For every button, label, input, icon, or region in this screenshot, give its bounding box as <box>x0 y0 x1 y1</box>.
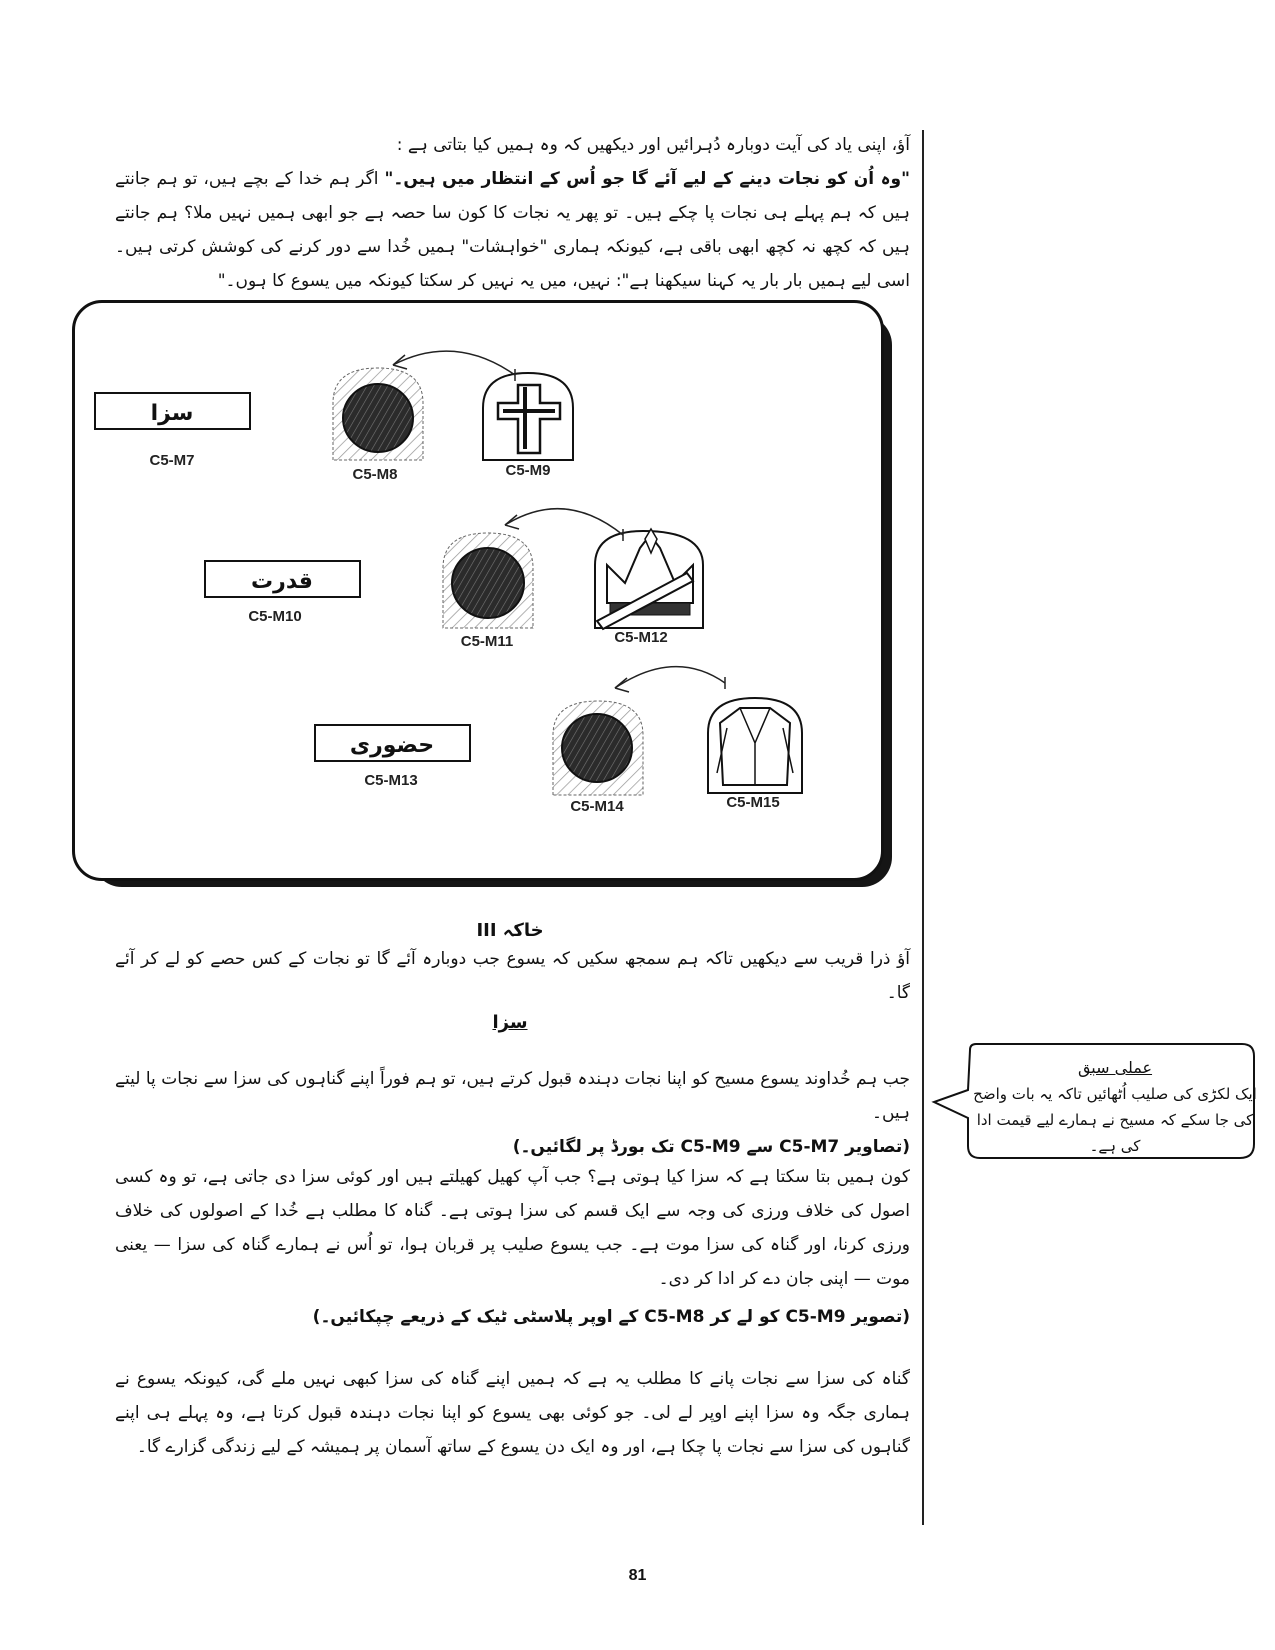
paragraph-punishment: کون ہمیں بتا سکتا ہے کہ سزا کیا ہوتی ہے؟ جب آپ کھیل کھیلتے ہیں اور کوئی سزا دی جاتی ہے، تو وہ کسی اصول کی خلاف ورزی کی وجہ سے ایک قسم کی سزا ہوتی ہے۔ گناہ کا مطلب ہے خُدا کے اصولوں کی خلاف ورزی کرنا، اور گناہ کی سزا موت ہے۔ جب یسوع صلیب پر قربان ہوا، تو اُس نے ہمارے گناہ کی سزا — یعنی موت — اپنی جان دے کر ادا کر دی۔ <box>115 1167 910 1289</box>
label-box-text: قدرت <box>251 569 313 594</box>
picture-code: C5-M8 <box>352 466 398 483</box>
intro-body: اگر ہم خدا کے بچے ہیں، تو ہم جانتے ہیں کہ ہم پہلے ہی نجات پا چکے ہیں۔ تو پھر یہ نجات کا کون سا حصہ ہے جو ابھی ہمیں نہیں ملا؟ ہم جانتے ہیں کہ کچھ نہ کچھ ابھی باقی ہے، کیونکہ ہماری "خواہشات" ہمیں خُدا سے دور کرنے کی کوشش کرتی ہیں۔ اسی لیے ہمیں بار بار یہ کہنا سیکھنا ہے": نہیں، میں یہ نہیں کر سکتا کیونکہ میں یسوع کا ہوں۔" <box>115 169 910 291</box>
instruction-1: (تصاویر C5-M7 سے C5-M9 تک بورڈ پر لگائیں۔) <box>512 1137 910 1157</box>
paragraph-salvation: گناہ کی سزا سے نجات پانے کا مطلب یہ ہے کہ ہمیں اپنے گناہ کی سزا کبھی نہیں ملے گی، کیونکہ یسوع نے ہماری جگہ وہ سزا اپنے اوپر لے لی۔ جو کوئی بھی یسوع کو اپنا نجات دہندہ قبول کرتا ہے، وہ پہلے ہی اپنے گناہوں کی سزا سے نجات پا چکا ہے، اور وہ ایک دن یسوع کے ساتھ آسمان پر ہمیشہ کے لیے زندگی گزارے گا۔ <box>115 1369 910 1457</box>
diagram-svg <box>75 303 881 878</box>
picture-code: C5-M9 <box>505 462 551 479</box>
sidebar-text: ایک لکڑی کی صلیب اُٹھائیں تاکہ یہ بات واضح کی جا سکے کہ مسیح نے ہمارے لیے قیمت ادا کی ہے۔ <box>973 1085 1257 1155</box>
intro-line: آؤ، اپنی یاد کی آیت دوبارہ دُہرائیں اور دیکھیں کہ وہ ہمیں کیا بتاتی ہے : <box>396 135 910 155</box>
arrow-icon <box>393 351 515 375</box>
diagram-row-1 <box>95 351 573 483</box>
picture-code: C5-M7 <box>149 452 195 469</box>
diagram-frame <box>72 300 884 881</box>
column-divider <box>922 130 924 1525</box>
picture-code: C5-M10 <box>248 608 302 625</box>
picture-code: C5-M12 <box>614 629 668 646</box>
section-heading: سزا <box>492 1012 528 1033</box>
sin-heart-icon <box>343 384 413 452</box>
figure-caption: خاکہ III <box>476 920 544 941</box>
picture-code: C5-M13 <box>364 772 418 789</box>
paragraph-intro2: آؤ ذرا قریب سے دیکھیں تاکہ ہم سمجھ سکیں کہ یسوع جب دوبارہ آئے گا تو نجات کے کس حصے کو لے کر آئے گا۔ <box>115 949 910 1003</box>
picture-code: C5-M11 <box>460 633 514 650</box>
picture-code: C5-M15 <box>726 794 780 811</box>
picture-code: C5-M14 <box>570 798 624 815</box>
diagram-row-2 <box>205 509 703 650</box>
memory-verse: "وہ اُن کو نجات دینے کے لیے آئے گا جو اُس کے انتظار میں ہیں۔" <box>384 169 910 189</box>
instruction-2: (تصویر C5-M9 کو لے کر C5-M8 کے اوپر پلاسٹی ٹیک کے ذریعے چپکائیں۔) <box>312 1307 910 1327</box>
arrow-icon <box>615 667 725 688</box>
diagram-row-3 <box>315 667 802 815</box>
sin-heart-icon <box>452 548 524 618</box>
label-box-text: حضوری <box>349 733 435 758</box>
sidebar-title: عملی سبق <box>1077 1058 1153 1077</box>
paragraph-accept <box>115 1062 910 1164</box>
sidebar-note <box>970 1055 1260 1159</box>
arrow-icon <box>505 509 623 535</box>
intro-paragraph <box>115 128 910 298</box>
sin-heart-icon <box>562 714 632 782</box>
label-box-text: سزا <box>150 401 194 426</box>
page-number: 81 <box>628 1567 647 1584</box>
accept-text: جب ہم خُداوند یسوع مسیح کو اپنا نجات دہندہ قبول کرتے ہیں، تو ہم فوراً اپنے گناہوں کی سزا سے نجات پا لیتے ہیں۔ <box>115 1069 910 1123</box>
